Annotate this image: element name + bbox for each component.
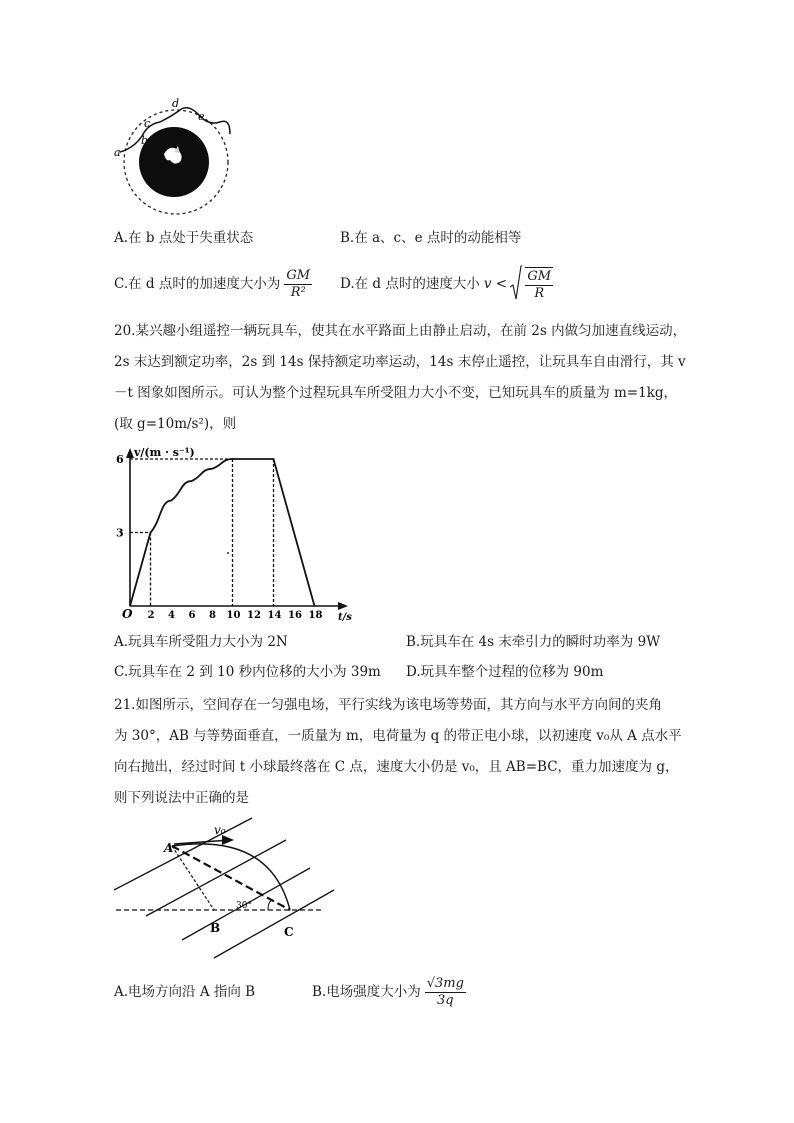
x-tick-label: 2 [147,610,155,621]
q20-stem-line: (取 g=10m/s²)，则 [114,416,237,432]
velocity-label: v₀ [214,823,226,837]
q20-vt-graph [110,444,360,622]
fraction-numerator: √3mg [426,975,464,991]
sqrt-sign-icon [510,265,522,303]
q19-option-a: A.在 b 点处于失重状态 [114,230,254,246]
point-label-b: b [141,134,149,147]
angle-arc [268,900,272,910]
q19-option-d-text: D.在 d 点时的速度大小 [340,276,480,292]
q19-option-d [340,264,553,304]
q21-field-figure [110,816,340,964]
fraction-denominator: R² [290,284,306,300]
q21-question-stem [114,690,694,814]
y-tick-label: 3 [116,526,124,540]
q19-option-c-fraction [284,268,312,301]
fraction-denominator: 3q [437,992,454,1008]
point-label-c: c [144,117,151,130]
x-tick-label: 14 [267,610,282,621]
q20-stem-line: 20.某兴趣小组遥控一辆玩具车，使其在水平路面上由静止启动，在前 2s 内做匀加速直线运动， [114,323,687,339]
x-tick-label: 12 [247,610,261,621]
angle-label: 30° [236,901,252,911]
x-axis-arrow-icon [338,602,348,610]
y-tick-label: 6 [116,453,124,466]
velocity-curve [130,459,315,606]
q19-option-c [114,264,312,304]
point-label-a: a [114,146,121,159]
x-tick-label: 16 [288,610,302,621]
x-axis-label: t/s [338,612,352,622]
q21-stem-line: 为 30°，AB 与等势面垂直，一质量为 m，电荷量为 q 的带正电小球，以初速度 v₀从 A 点水平 [114,728,682,744]
q21-stem-line: 21.如图所示，空间存在一匀强电场，平行实线为该电场等势面，其方向与水平方向间的夹角 [114,697,662,713]
point-label-d: d [172,97,180,110]
q20-option-b: B.玩具车在 4s 末牵引力的瞬时功率为 9W [406,634,661,650]
x-tick-label: 10 [226,610,241,621]
q19-option-d-fraction [525,267,553,302]
q21-stem-line: 则下列说法中正确的是 [114,790,249,806]
q19-option-b: B.在 a、c、e 点时的动能相等 [340,230,522,246]
q20-option-a: A.玩具车所受阻力大小为 2N [114,634,288,650]
fraction-numerator: GM [527,268,552,284]
sqrt-symbol [510,265,553,303]
x-tick-label: 6 [188,610,196,621]
q21-stem-line: 向右抛出，经过时间 t 小球最终落在 C 点，速度大小仍是 v₀，且 AB=BC，重力加速度为 g， [114,759,679,775]
x-tick-label: 8 [209,610,216,621]
point-label-c: C [284,925,294,939]
q19-option-c-text: C.在 d 点时的加速度大小为 [114,276,281,292]
fraction-numerator: GM [286,267,311,283]
q20-question-stem [114,316,694,440]
q21-option-b-text: B.电场强度大小为 [312,984,421,1000]
point-label-e: e [198,110,205,123]
q20-option-c: C.玩具车在 2 到 10 秒内位移的大小为 39m [114,664,381,680]
y-axis-arrow-icon [126,448,134,458]
q21-option-b [312,970,466,1014]
fraction-denominator: R [534,285,545,301]
q21-option-b-fraction [425,976,466,1009]
origin-label: O [122,607,133,621]
q20-stem-line: －t 图象如图所示。可认为整个过程玩具车所受阻力大小不变，已知玩具车的质量为 m=1kg， [114,385,678,401]
x-tick-label: 18 [308,610,323,621]
q20-option-d: D.玩具车整个过程的位移为 90m [406,664,604,680]
q19-option-d-variable: v < [483,276,508,292]
y-axis-label: v/(m · s⁻¹) [134,446,195,459]
q20-stem-line: 2s 末达到额定功率，2s 到 14s 保持额定功率运动，14s 末停止遥控，让玩具车自由滑行，其 v [114,354,686,370]
point-label-a: A [164,841,174,855]
segment-ac-dashed [172,846,290,910]
q21-option-a: A.电场方向沿 A 指向 B [114,984,256,1000]
x-tick-label: 4 [168,610,175,621]
segment-ab-dashed [172,846,214,910]
stray-dot [227,552,229,554]
point-label-b: B [210,921,221,935]
q19-orbit-figure [112,96,242,218]
